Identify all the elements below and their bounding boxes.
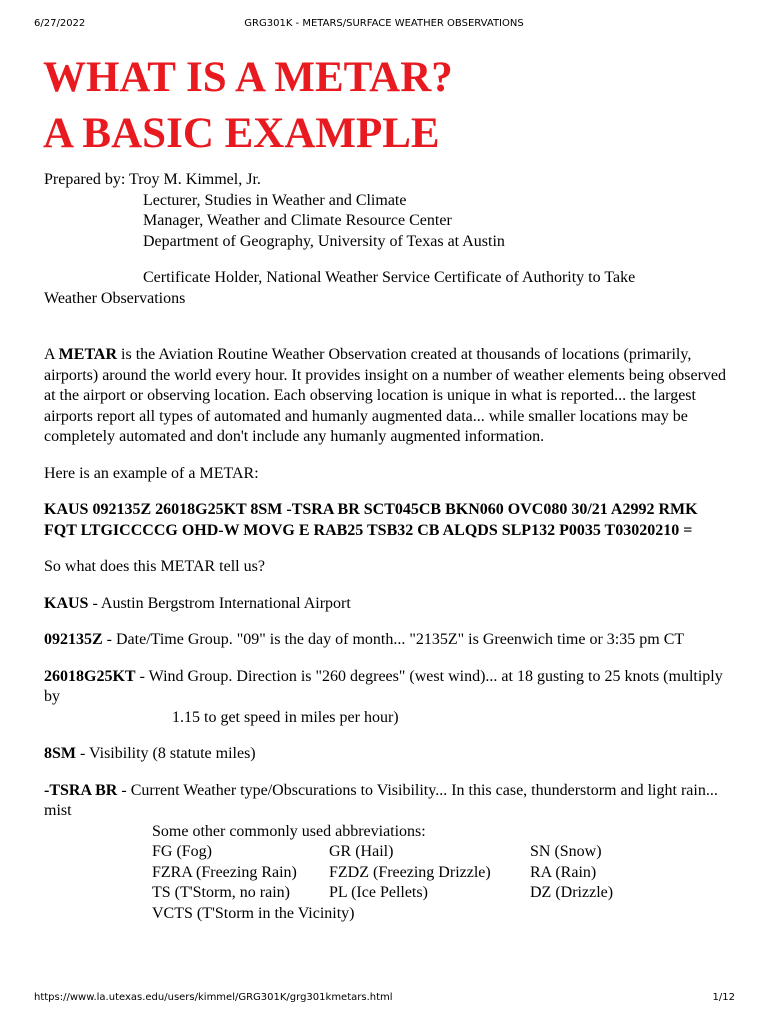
item-code: 26018G25KT: [44, 667, 136, 685]
title-line-2: A BASIC EXAMPLE: [43, 110, 440, 157]
prepared-by: Prepared by: Troy M. Kimmel, Jr.: [44, 171, 261, 188]
example-metar: KAUS 092135Z 26018G25KT 8SM -TSRA BR SCT045CB BKN060 OVC080 30/21 A2992 RMK FQT LTGICCCCG OHD-W MOVG E RAB25 TSB32 CB ALQDS SLP132 P0035 T03020210 =: [44, 501, 698, 539]
document-body: [44, 170, 734, 924]
title-line-1: WHAT IS A METAR?: [43, 54, 453, 101]
page-url: https://www.la.utexas.edu/users/kimmel/GRG301K/grg301kmetars.html: [34, 992, 393, 1003]
certificate-line-2: Weather Observations: [44, 289, 186, 307]
abbr-last: VCTS (T'Storm in the Vicinity): [152, 904, 355, 922]
item-desc: - Austin Bergstrom International Airport: [88, 594, 351, 612]
item-desc: - Date/Time Group. "09" is the day of month... "2135Z" is Greenwich time or 3:35 pm CT: [102, 631, 685, 648]
item-code: -TSRA BR: [44, 781, 118, 799]
item-wind: [44, 667, 734, 708]
item-datetime: [44, 630, 734, 651]
abbreviations-heading: Some other commonly used abbreviations:: [152, 822, 426, 840]
abbr-cell: GR (Hail): [329, 843, 394, 860]
author-role-2: Manager, Weather and Climate Resource Center: [143, 212, 452, 229]
abbr-cell: SN (Snow): [530, 843, 602, 860]
item-desc: - Wind Group. Direction is "260 degrees" (west wind)... at 18 gusting to 25 knots (multiply by: [44, 667, 723, 705]
item-code: 092135Z: [44, 631, 103, 648]
abbr-cell: DZ (Drizzle): [530, 884, 614, 901]
certificate-note: [44, 268, 734, 309]
item-desc: - Visibility (8 statute miles): [76, 745, 256, 762]
item-code: 8SM: [44, 745, 76, 762]
metar-term: METAR: [58, 346, 118, 363]
certificate-line-1: Certificate Holder, National Weather Service Certificate of Authority to Take: [143, 269, 636, 286]
abbreviations-block: [44, 822, 734, 925]
abbr-row: [152, 863, 734, 884]
author-role-3: Department of Geography, University of Texas at Austin: [143, 232, 505, 250]
item-wind-cont: 1.15 to get speed in miles per hour): [172, 708, 399, 726]
abbr-cell: RA (Rain): [530, 863, 597, 881]
item-station: [44, 594, 734, 615]
print-title: GRG301K - METARS/SURFACE WEATHER OBSERVATIONS: [244, 18, 524, 29]
page-title: [43, 50, 453, 162]
abbr-cell: FZDZ (Freezing Drizzle): [329, 863, 491, 881]
item-desc: - Current Weather type/Obscurations to Visibility... In this case, thunderstorm and light rain... mist: [44, 781, 718, 819]
question: So what does this METAR tell us?: [44, 558, 265, 575]
abbr-row: [152, 842, 734, 863]
item-weather: [44, 781, 734, 822]
intro-lead: A: [44, 346, 59, 363]
abbr-cell: FZRA (Freezing Rain): [152, 863, 297, 881]
abbr-cell: TS (T'Storm, no rain): [152, 884, 290, 901]
print-date: 6/27/2022: [34, 18, 86, 29]
example-lead: Here is an example of a METAR:: [44, 464, 259, 482]
page-number: 1/12: [712, 992, 735, 1003]
intro-paragraph: [44, 345, 734, 448]
author-role-1: Lecturer, Studies in Weather and Climate: [143, 191, 407, 209]
item-code: KAUS: [44, 594, 89, 612]
abbr-row: [152, 883, 734, 904]
intro-text: is the Aviation Routine Weather Observation created at thousands of locations (primarily, airports) around the world every hour. It provides insight on a number of weather elements being observed at the airport or observing location. Each observing location is unique in what is reported... the largest airports report all types of automated and humanly augmented data... while smaller locations may be completely automated and don't include any humanly augmented information.: [44, 346, 727, 445]
abbr-cell: PL (Ice Pellets): [329, 884, 428, 901]
item-visibility: [44, 744, 734, 765]
abbr-cell: FG (Fog): [152, 843, 213, 860]
